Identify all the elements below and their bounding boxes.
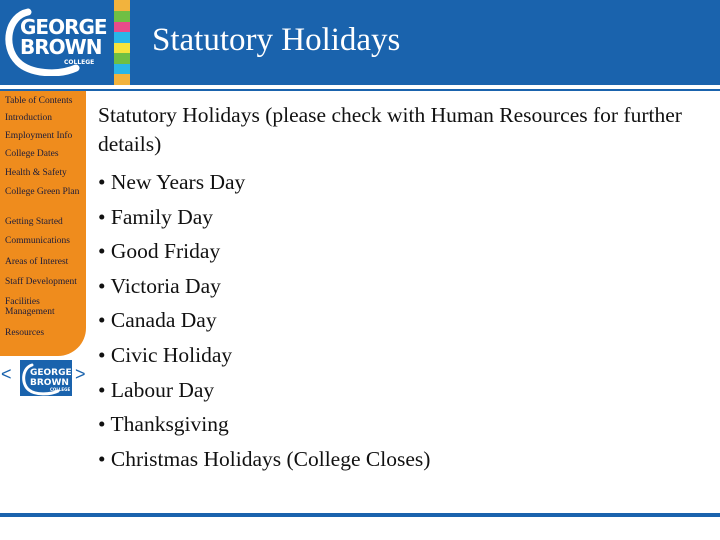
intro-text: Statutory Holidays (please check with Human Resources for further details) [98,103,682,156]
sidebar-item-table-of-contents[interactable]: Table of Contents [5,96,73,106]
sidebar-item-college-green-plan[interactable]: College Green Plan [5,187,80,197]
sidebar-item-resources[interactable]: Resources [5,328,45,338]
holiday-item: • Christmas Holidays (College Closes) [98,442,708,477]
header-bar [0,0,720,85]
sidebar-item-facilities-management[interactable]: Facilities Management [5,297,55,317]
holiday-item: • Victoria Day [98,269,708,304]
home-logo-word-1: GEORGE [30,368,72,378]
logo-word-2: BROWN [20,35,102,59]
holiday-item: • Thanksgiving [98,407,708,442]
holiday-list [98,165,708,476]
holiday-item: • Canada Day [98,303,708,338]
sidebar-item-health-safety[interactable]: Health & Safety [5,168,67,178]
sidebar-item-areas-of-interest[interactable]: Areas of Interest [5,257,69,267]
slide-pager [0,358,90,398]
logo-word-1: GEORGE [20,15,107,39]
sidebar-item-getting-started[interactable]: Getting Started [5,217,63,227]
page-title: Statutory Holidays [152,22,401,58]
home-logo-button[interactable] [20,360,72,396]
holiday-item: • Labour Day [98,373,708,408]
sidebar-item-introduction[interactable]: Introduction [5,113,52,123]
header-divider [0,89,720,91]
next-button[interactable]: > [75,364,86,384]
holiday-item: • Good Friday [98,234,708,269]
sidebar-item-staff-development[interactable]: Staff Development [5,277,77,287]
sidebar-item-communications[interactable]: Communications [5,236,70,246]
footer-divider [0,513,720,517]
holiday-item: • New Years Day [98,165,708,200]
home-logo-word-3: COLLEGE [50,387,71,392]
sidebar-item-college-dates[interactable]: College Dates [5,149,59,159]
color-stripe [114,0,130,85]
home-logo-word-2: BROWN [30,378,69,388]
sidebar-item-employment-info[interactable]: Employment Info [5,131,73,141]
logo-word-3: COLLEGE [64,59,95,66]
holiday-item: • Civic Holiday [98,338,708,373]
previous-button[interactable]: < [1,364,12,384]
holiday-item: • Family Day [98,200,708,235]
george-brown-logo [4,6,112,76]
main-content [98,101,708,476]
sidebar-nav [0,91,86,356]
